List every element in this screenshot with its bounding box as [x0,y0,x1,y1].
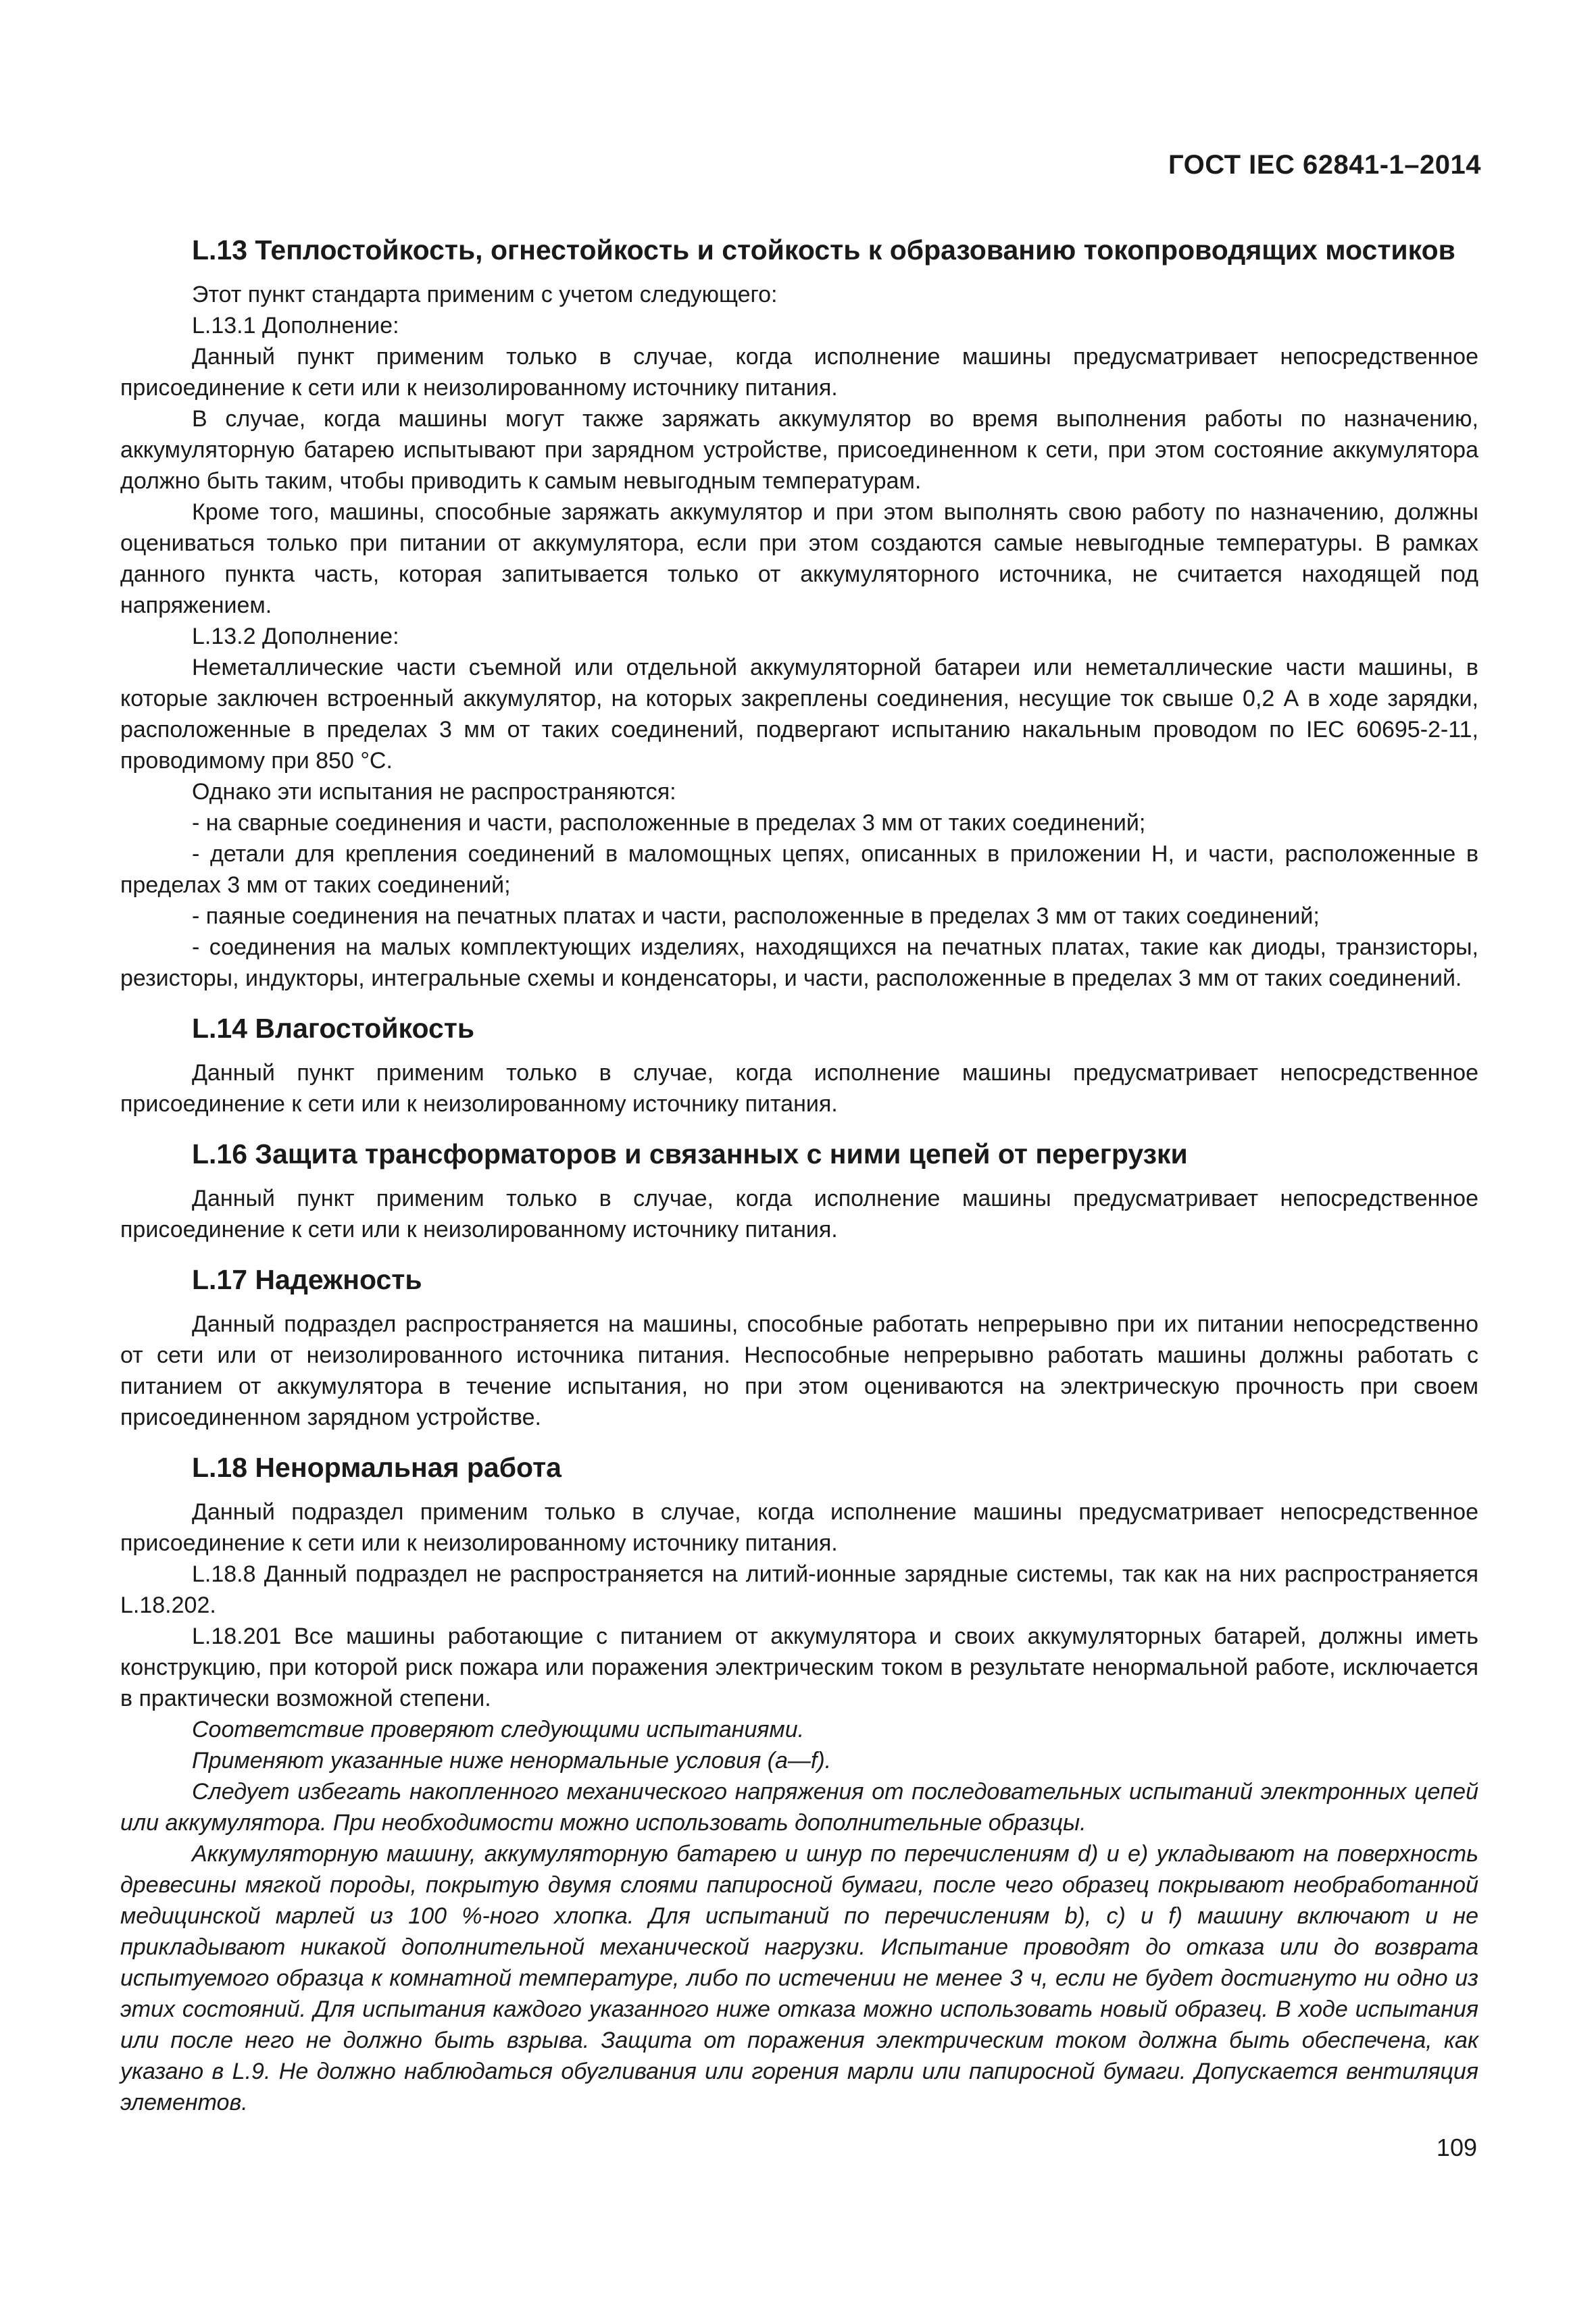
paragraph: Однако эти испытания не распространяются: [192,779,676,805]
paragraph: Этот пункт стандарта применим с учетом следующего: [192,282,778,307]
paragraph: L.18.201 Все машины работающие с питанием от аккумулятора и своих аккумуляторных батарей, должны иметь конструкцию, при которой риск пожара или поражения электрическим током в результате ненормальной работе, исключается в практически возможной степени. [120,1624,1478,1711]
italic-paragraph: Следует избегать накопленного механического напряжения от последовательных испытаний электронных цепей или аккумулятора. При необходимости можно использовать дополнительные образцы. [120,1779,1478,1836]
section-heading-l14: L.14 Влагостойкость [192,1013,475,1044]
paragraph: L.13.2 Дополнение: [192,624,399,649]
section-heading-l17: L.17 Надежность [192,1264,422,1295]
paragraph: В случае, когда машины могут также заряжать аккумулятор во время выполнения работы по назначению, аккумуляторную батарею испытывают при зарядном устройстве, присоединенном к сети, при этом состояние аккумулятора должно быть таким, чтобы приводить к самым невыгодным температурам. [120,406,1478,494]
document-body [120,233,1478,2118]
list-item: - детали для крепления соединений в маломощных цепях, описанных в приложении Н, и части, расположенные в пределах 3 мм от таких соединений; [120,841,1478,898]
paragraph: L.18.8 Данный подраздел не распространяется на литий-ионные зарядные системы, так как на них распространяется L.18.202. [120,1561,1478,1618]
document-code-header: ГОСТ IEC 62841-1–2014 [1168,150,1481,180]
list-item: - паяные соединения на печатных платах и части, расположенные в пределах 3 мм от таких соединений; [192,903,1320,929]
section-heading-l13: L.13 Теплостойкость, огнестойкость и стойкость к образованию токопроводящих мостиков [192,234,1455,266]
italic-paragraph: Аккумуляторную машину, аккумуляторную батарею и шнур по перечислениям d) и e) укладывают на поверхность древесины мягкой породы, покрытую двумя слоями папиросной бумаги, после чего образец покрывают необработанной медицинской марлей из 100 %-ного хлопка. Для испытаний по перечислениям b), c) и f) машину включают и не прикладывают никакой дополнительной механической нагрузки. Испытание проводят до отказа или до возврата испытуемого образца к комнатной температуре, либо по истечении не менее 3 ч, если не будет достигнуто ни одно из этих состояний. Для испытания каждого указанного ниже отказа можно использовать новый образец. В ходе испытания или после него не должно быть взрыва. Защита от поражения электрическим током должна быть обеспечена, как указано в L.9. Не должно наблюдаться обугливания или горения марли или папиросной бумаги. Допускается вентиляция элементов. [120,1841,1478,2115]
list-item: - на сварные соединения и части, расположенные в пределах 3 мм от таких соединений; [192,810,1146,836]
italic-paragraph: Применяют указанные ниже ненормальные условия (a—f). [192,1748,832,1774]
paragraph: Данный пункт применим только в случае, когда исполнение машины предусматривает непосредственное присоединение к сети или к неизолированному источнику питания. [120,1186,1478,1242]
paragraph: Неметаллические части съемной или отдельной аккумуляторной батареи или неметаллические части машины, в которые заключен встроенный аккумулятор, на которых закреплены соединения, несущие ток свыше 0,2 А в ходе зарядки, расположенные в пределах 3 мм от таких соединений, подвергают испытанию накальным проводом по IEC 60695-2-11, проводимому при 850 °С. [120,655,1478,774]
page-number: 109 [1436,2134,1477,2161]
section-heading-l18: L.18 Ненормальная работа [192,1452,562,1483]
italic-paragraph: Соответствие проверяют следующими испытаниями. [192,1717,805,1742]
paragraph: Данный пункт применим только в случае, когда исполнение машины предусматривает непосредственное присоединение к сети или к неизолированному источнику питания. [120,344,1478,401]
paragraph: Данный подраздел распространяется на машины, способные работать непрерывно при их питании непосредственно от сети или от неизолированного источника питания. Неспособные непрерывно работать машины должны работать с питанием от аккумулятора в течение испытания, но при этом оцениваются на электрическую прочность при своем присоединенном зарядном устройстве. [120,1311,1478,1430]
list-item: - соединения на малых комплектующих изделиях, находящихся на печатных платах, такие как диоды, транзисторы, резисторы, индукторы, интегральные схемы и конденсаторы, и части, расположенные в пределах 3 мм от таких соединений. [120,934,1478,991]
paragraph: Данный пункт применим только в случае, когда исполнение машины предусматривает непосредственное присоединение к сети или к неизолированному источнику питания. [120,1060,1478,1117]
section-heading-l16: L.16 Защита трансформаторов и связанных с ними цепей от перегрузки [192,1138,1188,1169]
paragraph: Данный подраздел применим только в случае, когда исполнение машины предусматривает непосредственное присоединение к сети или к неизолированному источнику питания. [120,1499,1478,1556]
paragraph: L.13.1 Дополнение: [192,313,399,338]
paragraph: Кроме того, машины, способные заряжать аккумулятор и при этом выполнять свою работу по назначению, должны оцениваться только при питании от аккумулятора, если при этом создаются самые невыгодные температуры. В рамках данного пункта часть, которая запитывается только от аккумуляторного источника, не считается находящей под напряжением. [120,499,1478,618]
